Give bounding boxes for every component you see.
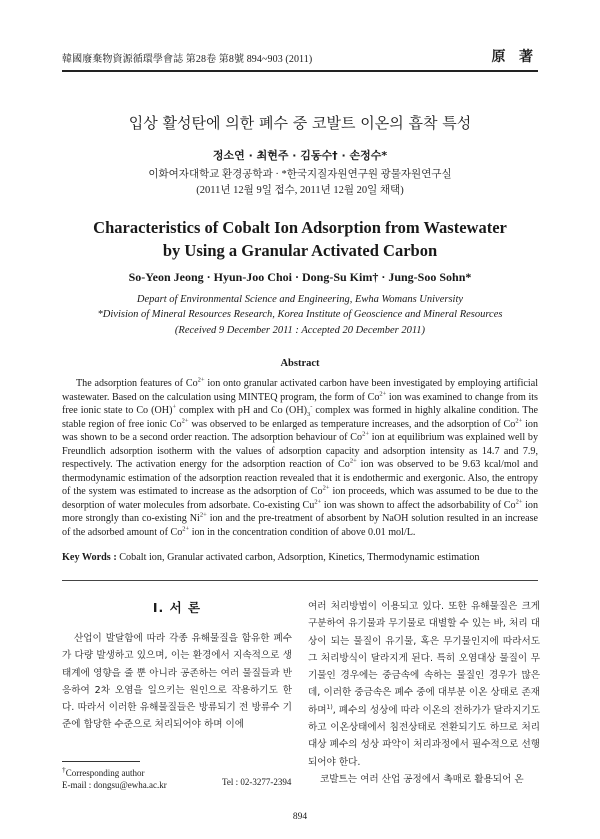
korean-dates: (2011년 12월 9일 접수, 2011년 12월 20일 채택) <box>196 185 404 196</box>
abstract-paragraph: The adsorption features of $Co^{2+}$ ion onto granular activated carbon have been investigated by employing artificial wastewater. Based on the calculation using MINTEQ program, the form of $Co^{2+}$ ion was examined to change from its free ionic state to Co (OH)+ complex with pH and Co $(OH)_3^-$ complex was formed in highly alkaline condition. The stable region of free ionic $Co^{2+}$ was observed to be enlarged as temperature increases, and the adsorption of $Co^{2+}$ ion was shown to be a second order reaction. The adsorption behaviour of $Co^{2+}$ ion at equilibrium was explained well by Freundlich adsorption isotherm with the values of adsorption capacity and adsorption intensity as 14.7 and 7.9, respectively. The activation energy for the adsorption reaction of $Co^{2+}$ ion was observed to be 9.63 kcal/mol and thermodynamic estimation of the adsorption reaction revealed that it is endothermic and exergonic. Also, the entropy of the system was estimated to increase as the adsorption of $Co^{2+}$ ion proceeds, which was assumed to be due to the desorption of water molecules from adsorbate. Co-existing $Cu^{2+}$ ion was shown to affect the adsorbability of $Co^{2+}$ ion more strongly than co-existing $Ni^{2+}$ ion and the pre-treatment of absorbent by NaOH solution resulted in an increase of the adsorbed amount of $Co^{2+}$ ion in the concentration condition of above 0.01 mol/L. <box>62 376 539 538</box>
page-number: 894 <box>292 812 308 822</box>
english-title-line-2: by Using a Granular Activated Carbon <box>162 241 438 260</box>
keywords-label: Key Words : <box>62 552 117 563</box>
korean-authors: 정소연 · 최현주 · 김동수† · 손정수* <box>212 149 388 162</box>
english-dates: (Received 9 December 2011 : Accepted 20 December 2011) <box>174 325 426 336</box>
footnote-divider <box>62 761 140 762</box>
intro-paragraph-left: 산업이 발달함에 따라 각종 유해물질을 함유한 폐수가 다량 발생하고 있으며, 이는 환경에서 지속적으로 생태계에 영향을 줄 뿐 아니라 공존하는 여러 물질들과 반응하여 2차 오염을 일으키는 원인으로 작용하기도 한다. 따라서 이러한 유해물질들은 방류되기 전 방류수 기준에 합당한 수준으로 처리되어야 하며 이에 <box>62 633 292 731</box>
intro-paragraph-right-2: 코발트는 여러 산업 공정에서 촉매로 활용되어 온 <box>320 773 524 785</box>
abstract-heading: Abstract <box>280 358 320 369</box>
journal-citation: 韓國廢棄物資源循環學會誌 第28卷 第8號 894~903 (2011) <box>62 54 313 65</box>
footnote-tel: Tel : 02-3277-2394 <box>222 777 292 787</box>
right-column <box>308 598 540 788</box>
affiliation-line-1: Depart of Environmental Science and Engineering, Ewha Womans University <box>136 294 464 305</box>
header-divider <box>62 70 538 72</box>
keywords-text: Cobalt ion, Granular activated carbon, Adsorption, Kinetics, Thermodynamic estimation <box>116 552 480 563</box>
footnote-email: E-mail : dongsu@ewha.ac.kr <box>62 780 167 790</box>
english-title-line-1: Characteristics of Cobalt Ion Adsorption from Wastewater <box>93 218 507 237</box>
affiliation-line-2: *Division of Mineral Resources Research, Korea Institute of Geoscience and Mineral Resources <box>97 308 503 320</box>
journal-header <box>62 46 538 66</box>
article-type-label: 原 著 <box>491 50 538 65</box>
footnote-marker: † <box>62 765 66 774</box>
intro-paragraph-right-1: 여러 처리방법이 이용되고 있다. 또한 유해물질은 크게 구분하여 유기물과 무기물로 대별할 수 있는 바, 처리 대상이 되는 물질이 유기물, 혹은 무기물인지에 따라서도 그 처리방식이 달라지게 된다. 특히 오염대상 물질이 무기물인 경우에는 중금속에 속하는 물질인 경우가 많은데, 이러한 중금속은 폐수 중에 대부분 이온 상태로 존재하며$^{1)}$, 폐수의 성상에 따라 이온의 전하가가 달라지기도 하고 이온상태에서 침전상태로 전환되기도 하므로 처리 대상 폐수의 성상 파악이 처리과정에서 필수적으로 선행되어야 한다. <box>308 601 540 768</box>
english-authors: So-Yeon Jeong · Hyun-Joo Choi · Dong-Su Kim† · Jung-Soo Sohn* <box>128 270 472 284</box>
english-affiliation <box>62 293 538 322</box>
korean-affiliation: 이화여자대학교 환경공학과 · *한국지질자원연구원 광물자원연구실 <box>148 169 452 180</box>
section-heading-introduction: I. 서 론 <box>152 600 202 615</box>
corresponding-author-footnote <box>62 764 312 791</box>
left-column <box>62 598 292 734</box>
keywords-divider <box>62 580 538 581</box>
english-title <box>62 216 538 262</box>
footnote-label: Corresponding author <box>65 768 145 778</box>
abstract-body <box>62 377 538 539</box>
korean-title: 입상 활성탄에 의한 폐수 중 코발트 이온의 흡착 특성 <box>128 114 472 132</box>
keywords <box>62 552 538 563</box>
